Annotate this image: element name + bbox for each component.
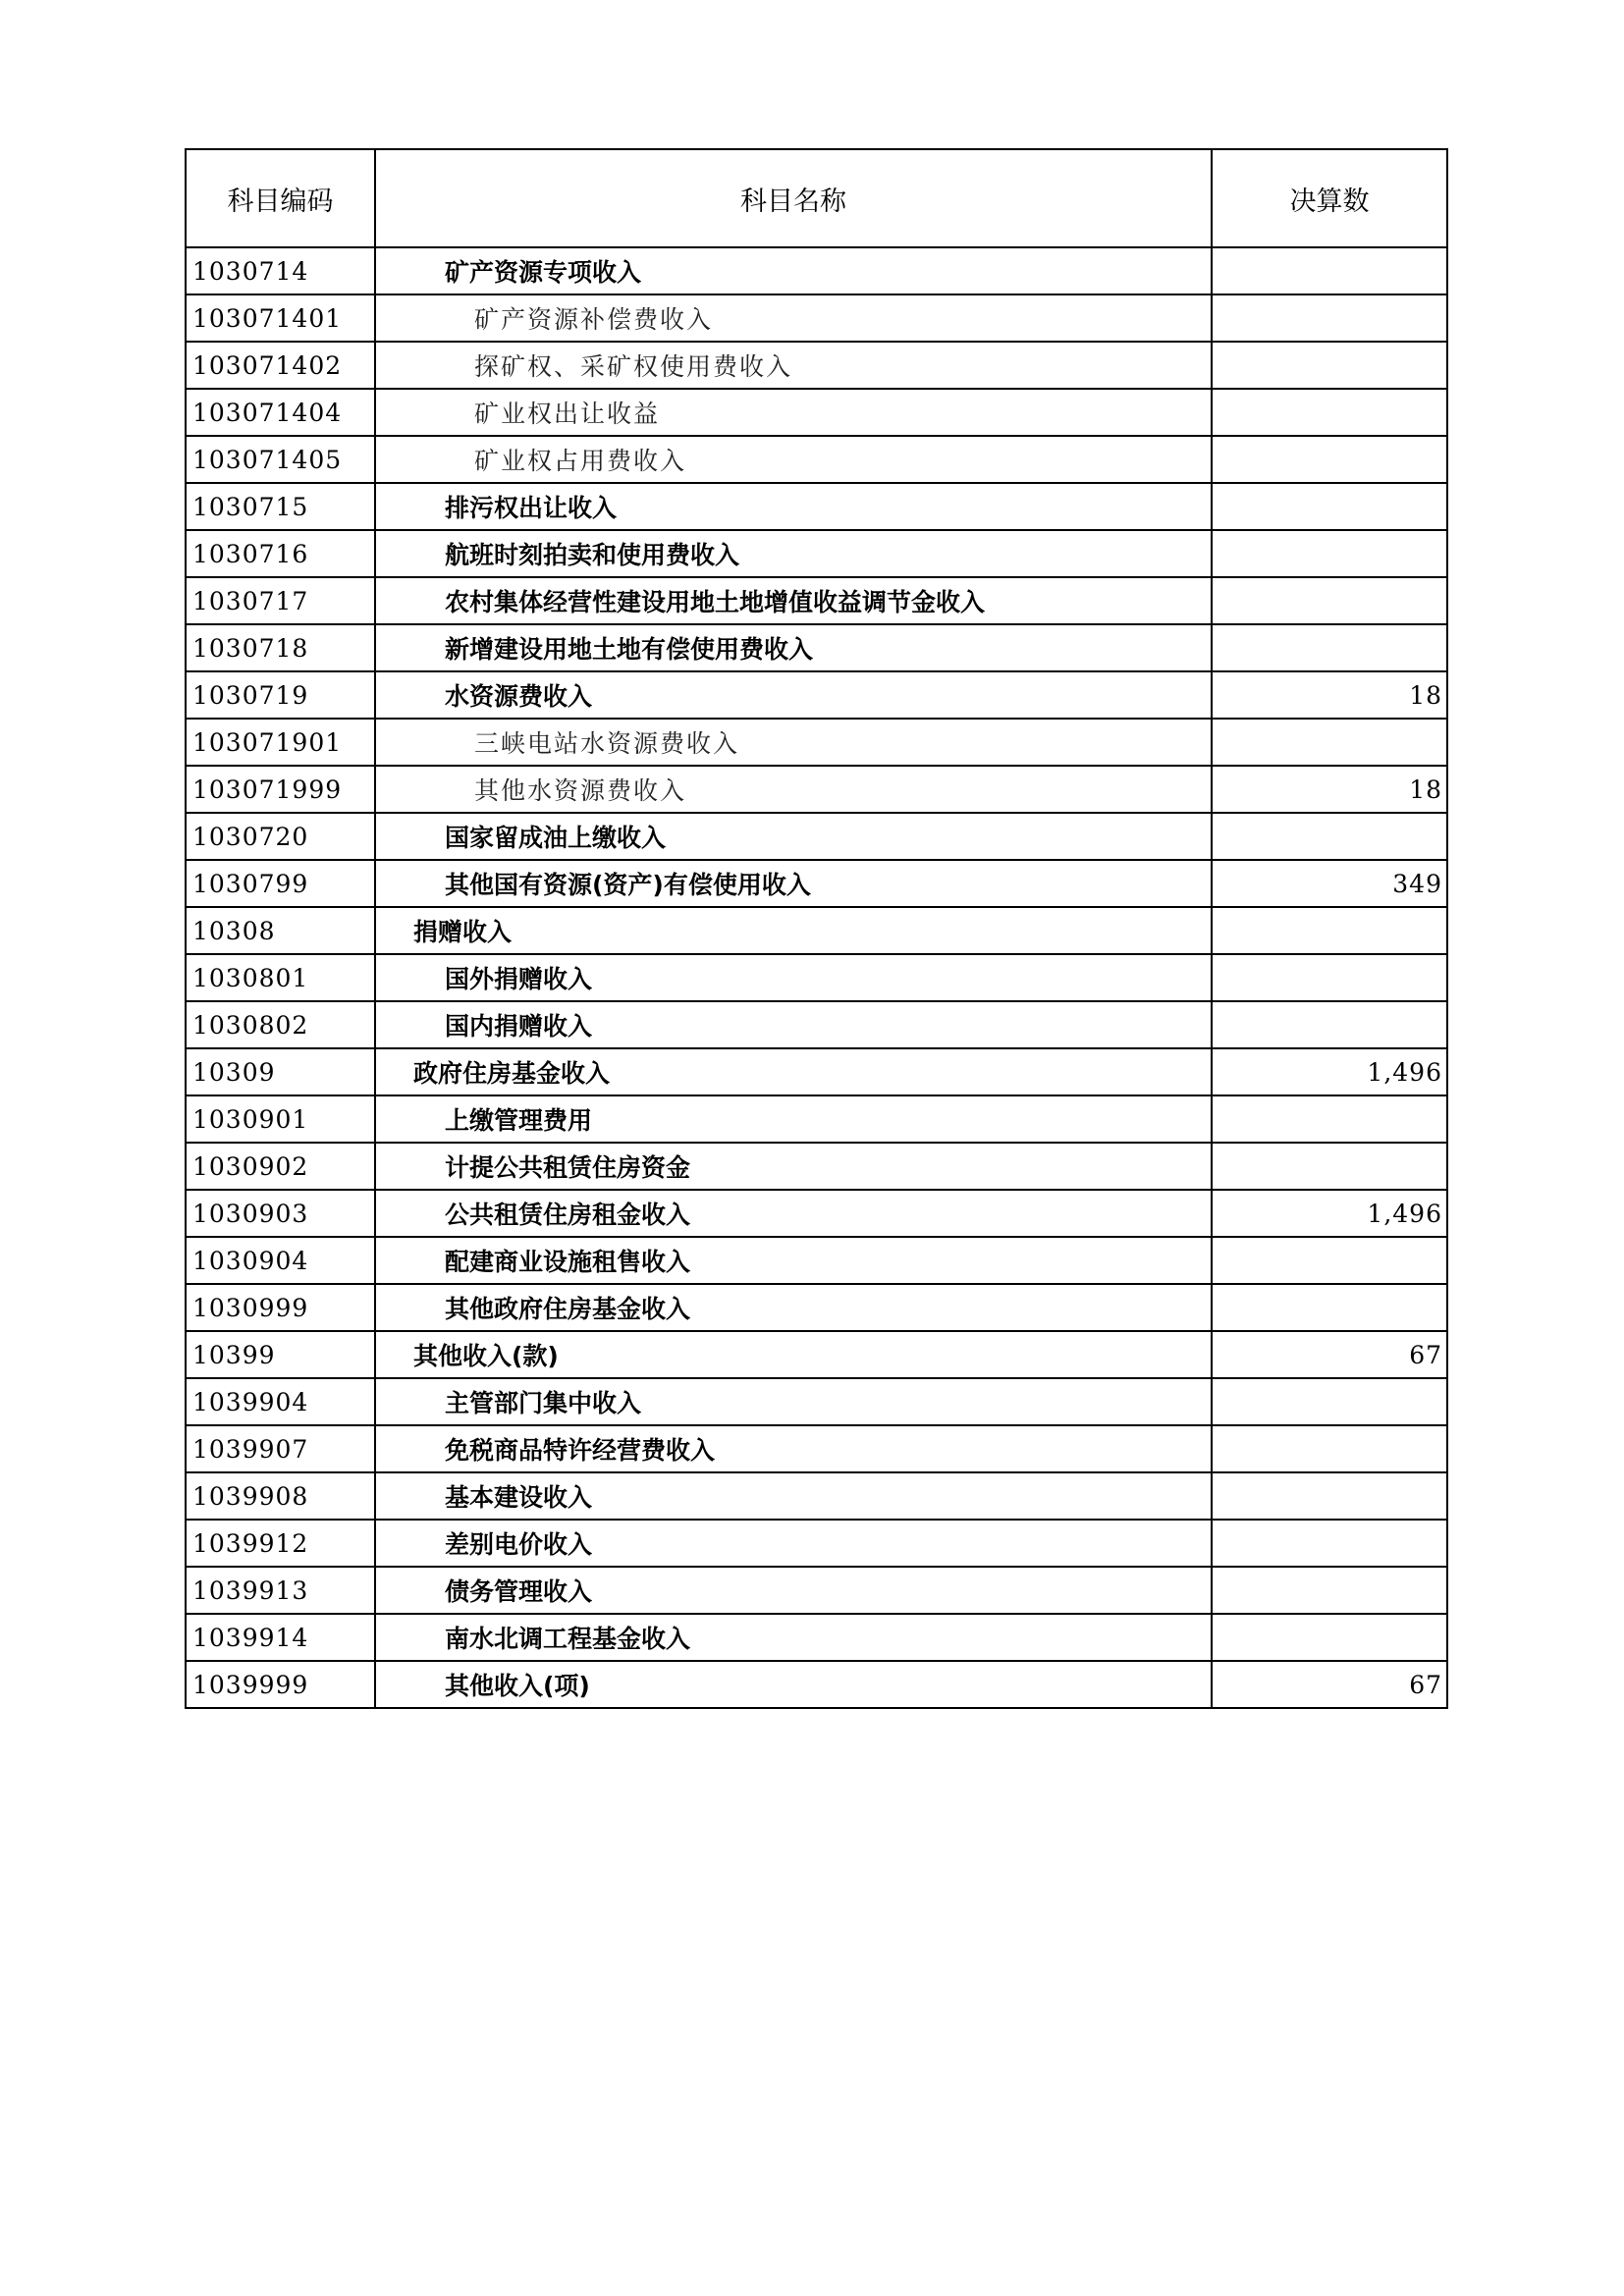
table-row xyxy=(186,1378,1447,1425)
table-row xyxy=(186,436,1447,483)
cell-name: 矿产资源专项收入 xyxy=(375,247,1212,294)
cell-amount: 18 xyxy=(1212,671,1447,719)
table-row xyxy=(186,1048,1447,1095)
cell-amount xyxy=(1212,1284,1447,1331)
cell-name: 三峡电站水资源费收入 xyxy=(375,719,1212,766)
cell-name: 新增建设用地土地有偿使用费收入 xyxy=(375,624,1212,671)
cell-code: 1039904 xyxy=(186,1378,375,1425)
table-row xyxy=(186,389,1447,436)
cell-amount xyxy=(1212,389,1447,436)
cell-name: 免税商品特许经营费收入 xyxy=(375,1425,1212,1472)
cell-amount xyxy=(1212,1425,1447,1472)
table-row xyxy=(186,577,1447,624)
table-row xyxy=(186,1284,1447,1331)
cell-code: 1030715 xyxy=(186,483,375,530)
cell-code: 1030904 xyxy=(186,1237,375,1284)
cell-code: 1030802 xyxy=(186,1001,375,1048)
cell-code: 1030799 xyxy=(186,860,375,907)
table-body xyxy=(186,247,1447,1708)
cell-amount xyxy=(1212,342,1447,389)
cell-amount xyxy=(1212,1567,1447,1614)
budget-table xyxy=(185,148,1448,1709)
cell-amount xyxy=(1212,1001,1447,1048)
table-row xyxy=(186,1567,1447,1614)
table-row xyxy=(186,530,1447,577)
cell-code: 1030719 xyxy=(186,671,375,719)
table-row xyxy=(186,1190,1447,1237)
table-header xyxy=(186,149,1447,247)
table-row xyxy=(186,766,1447,813)
cell-name: 航班时刻拍卖和使用费收入 xyxy=(375,530,1212,577)
cell-code: 103071402 xyxy=(186,342,375,389)
table-row xyxy=(186,483,1447,530)
cell-code: 103071999 xyxy=(186,766,375,813)
cell-name: 上缴管理费用 xyxy=(375,1095,1212,1143)
cell-amount xyxy=(1212,719,1447,766)
cell-name: 其他收入(项) xyxy=(375,1661,1212,1708)
cell-amount xyxy=(1212,1520,1447,1567)
table-row xyxy=(186,1095,1447,1143)
cell-code: 103071405 xyxy=(186,436,375,483)
cell-amount xyxy=(1212,624,1447,671)
table-row xyxy=(186,1143,1447,1190)
cell-name: 国外捐赠收入 xyxy=(375,954,1212,1001)
cell-code: 1039908 xyxy=(186,1472,375,1520)
cell-amount xyxy=(1212,294,1447,342)
table-row xyxy=(186,1331,1447,1378)
header-code: 科目编码 xyxy=(186,149,375,247)
cell-name: 计提公共租赁住房资金 xyxy=(375,1143,1212,1190)
cell-code: 1030714 xyxy=(186,247,375,294)
cell-code: 1030903 xyxy=(186,1190,375,1237)
cell-amount xyxy=(1212,1143,1447,1190)
cell-amount xyxy=(1212,954,1447,1001)
table-row xyxy=(186,1520,1447,1567)
header-amount: 决算数 xyxy=(1212,149,1447,247)
cell-amount xyxy=(1212,813,1447,860)
cell-name: 农村集体经营性建设用地土地增值收益调节金收入 xyxy=(375,577,1212,624)
table-row xyxy=(186,1472,1447,1520)
cell-amount: 349 xyxy=(1212,860,1447,907)
cell-code: 10309 xyxy=(186,1048,375,1095)
cell-code: 1039913 xyxy=(186,1567,375,1614)
cell-amount: 1,496 xyxy=(1212,1190,1447,1237)
cell-code: 1030902 xyxy=(186,1143,375,1190)
cell-name: 其他国有资源(资产)有偿使用收入 xyxy=(375,860,1212,907)
cell-code: 1030720 xyxy=(186,813,375,860)
cell-code: 1039914 xyxy=(186,1614,375,1661)
cell-code: 103071401 xyxy=(186,294,375,342)
cell-amount xyxy=(1212,1472,1447,1520)
cell-name: 矿产资源补偿费收入 xyxy=(375,294,1212,342)
cell-code: 10308 xyxy=(186,907,375,954)
cell-amount xyxy=(1212,907,1447,954)
cell-code: 10399 xyxy=(186,1331,375,1378)
cell-name: 矿业权出让收益 xyxy=(375,389,1212,436)
cell-amount xyxy=(1212,436,1447,483)
header-name: 科目名称 xyxy=(375,149,1212,247)
cell-amount xyxy=(1212,1237,1447,1284)
cell-name: 探矿权、采矿权使用费收入 xyxy=(375,342,1212,389)
cell-name: 债务管理收入 xyxy=(375,1567,1212,1614)
table-row xyxy=(186,1237,1447,1284)
cell-amount xyxy=(1212,530,1447,577)
cell-name: 其他政府住房基金收入 xyxy=(375,1284,1212,1331)
cell-code: 1030717 xyxy=(186,577,375,624)
table-row xyxy=(186,1425,1447,1472)
table-row xyxy=(186,719,1447,766)
cell-amount: 67 xyxy=(1212,1661,1447,1708)
table-row xyxy=(186,1614,1447,1661)
table-row xyxy=(186,342,1447,389)
table-row xyxy=(186,1661,1447,1708)
table-row xyxy=(186,1001,1447,1048)
cell-amount xyxy=(1212,483,1447,530)
cell-name: 公共租赁住房租金收入 xyxy=(375,1190,1212,1237)
cell-name: 捐赠收入 xyxy=(375,907,1212,954)
cell-code: 1039907 xyxy=(186,1425,375,1472)
cell-name: 主管部门集中收入 xyxy=(375,1378,1212,1425)
cell-code: 103071404 xyxy=(186,389,375,436)
cell-name: 矿业权占用费收入 xyxy=(375,436,1212,483)
cell-code: 1030801 xyxy=(186,954,375,1001)
cell-name: 国家留成油上缴收入 xyxy=(375,813,1212,860)
cell-name: 水资源费收入 xyxy=(375,671,1212,719)
cell-code: 1030718 xyxy=(186,624,375,671)
cell-name: 其他收入(款) xyxy=(375,1331,1212,1378)
cell-name: 南水北调工程基金收入 xyxy=(375,1614,1212,1661)
table-row xyxy=(186,294,1447,342)
cell-name: 政府住房基金收入 xyxy=(375,1048,1212,1095)
header-row xyxy=(186,149,1447,247)
cell-amount xyxy=(1212,247,1447,294)
cell-code: 1030901 xyxy=(186,1095,375,1143)
cell-amount xyxy=(1212,577,1447,624)
table-row xyxy=(186,247,1447,294)
cell-name: 排污权出让收入 xyxy=(375,483,1212,530)
table-row xyxy=(186,671,1447,719)
table-row xyxy=(186,624,1447,671)
cell-amount: 1,496 xyxy=(1212,1048,1447,1095)
table-row xyxy=(186,907,1447,954)
cell-name: 国内捐赠收入 xyxy=(375,1001,1212,1048)
cell-amount xyxy=(1212,1614,1447,1661)
cell-code: 1030716 xyxy=(186,530,375,577)
cell-name: 基本建设收入 xyxy=(375,1472,1212,1520)
cell-name: 其他水资源费收入 xyxy=(375,766,1212,813)
cell-amount: 18 xyxy=(1212,766,1447,813)
cell-code: 1039999 xyxy=(186,1661,375,1708)
cell-name: 差别电价收入 xyxy=(375,1520,1212,1567)
table-row xyxy=(186,813,1447,860)
cell-code: 1039912 xyxy=(186,1520,375,1567)
cell-amount: 67 xyxy=(1212,1331,1447,1378)
cell-code: 103071901 xyxy=(186,719,375,766)
cell-code: 1030999 xyxy=(186,1284,375,1331)
cell-amount xyxy=(1212,1095,1447,1143)
table-row xyxy=(186,954,1447,1001)
cell-amount xyxy=(1212,1378,1447,1425)
table-row xyxy=(186,860,1447,907)
cell-name: 配建商业设施租售收入 xyxy=(375,1237,1212,1284)
